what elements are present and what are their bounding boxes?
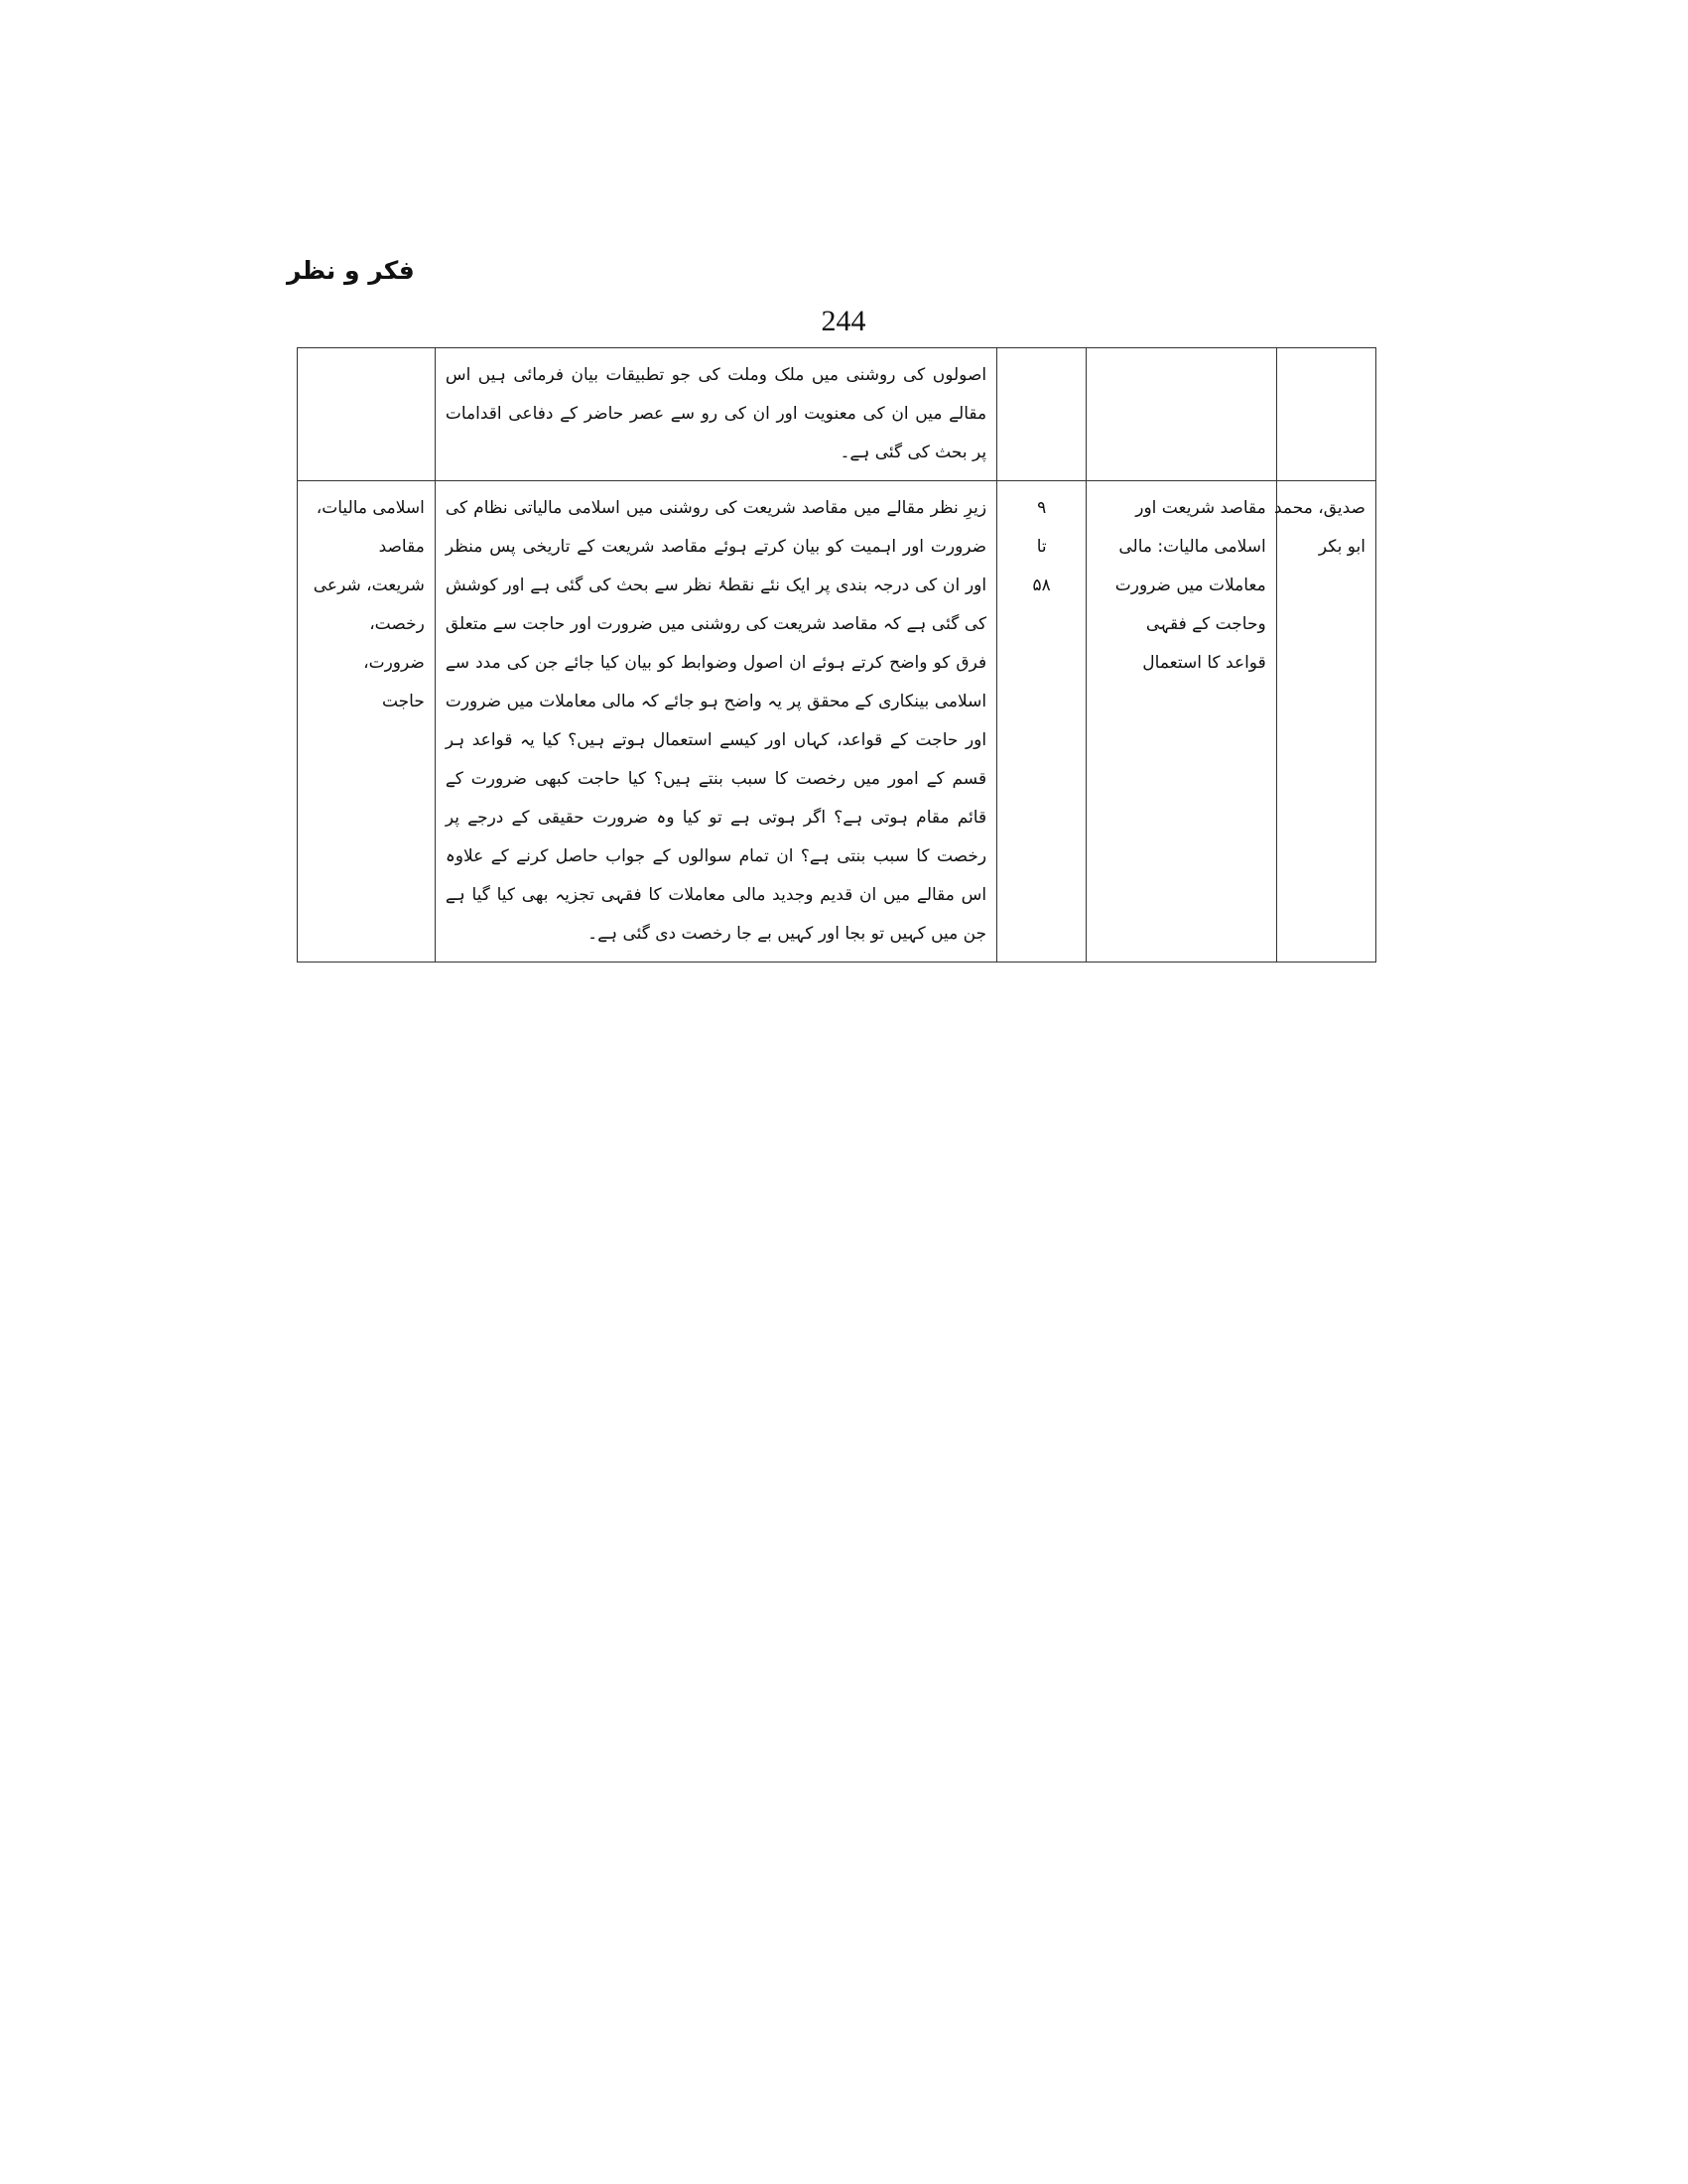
keywords-line: حاجت <box>381 692 425 711</box>
title-line: اسلامی مالیات: مالی <box>1118 537 1266 557</box>
pages-cell <box>997 348 1087 481</box>
page-number: 244 <box>821 305 866 337</box>
keywords-line: مقاصد <box>378 537 425 557</box>
keywords-cell <box>298 348 436 481</box>
pages-cell <box>997 481 1087 963</box>
author-line: ابو بکر <box>1318 537 1365 557</box>
title-cell <box>1087 348 1276 481</box>
table-row <box>298 481 1376 963</box>
author-cell <box>1276 481 1375 963</box>
abstract-cell <box>435 481 996 963</box>
pages-line: ۹ <box>1037 498 1047 518</box>
author-cell <box>1276 348 1375 481</box>
author-line: صدیق، محمد <box>1274 498 1365 518</box>
keywords-cell <box>298 481 436 963</box>
keywords-line: رخصت، <box>369 614 425 634</box>
title-line: قواعد کا استعمال <box>1142 653 1266 673</box>
title-cell <box>1087 481 1276 963</box>
title-line: وحاجت کے فقہی <box>1145 614 1266 634</box>
journal-title: فکر و نظر <box>287 256 415 285</box>
table-row <box>298 348 1376 481</box>
article-table <box>297 347 1376 963</box>
pages-line: تا <box>1036 537 1047 557</box>
abstract-text: زیرِ نظر مقالے میں مقاصد شریعت کی روشنی میں اسلامی مالیاتی نظام کی ضرورت اور اہمیت کو بیان کرتے ہوئے مقاصد شریعت کے تاریخی پس منظر اور ان کی درجہ بندی پر ایک نئے نقطۂ نظر سے بحث کی گئی ہے اور کوشش کی گئی ہے کہ مقاصد شریعت کی روشنی میں ضرورت اور حاجت سے متعلق فرق کو واضح کرتے ہوئے ان اصول وضوابط کو بیان کیا جائے جن کی مدد سے اسلامی بینکاری کے محقق پر یہ واضح ہو جائے کہ مالی معاملات میں ضرورت اور حاجت کے قواعد، کہاں اور کیسے استعمال ہوتے ہیں؟ کیا یہ قواعد ہر قسم کے امور میں رخصت کا سبب بنتے ہیں؟ کیا حاجت کبھی ضرورت کے قائم مقام ہوتی ہے؟ اگر ہوتی ہے تو کیا وہ ضرورت حقیقی کے درجے پر رخصت کا سبب بنتی ہے؟ ان تمام سوالوں کے جواب حاصل کرنے کے علاوہ اس مقالے میں ان قدیم وجدید مالی معاملات کا فقہی تجزیہ بھی کیا گیا ہے جن میں کہیں تو بجا اور کہیں بے جا رخصت دی گئی ہے۔ <box>445 498 987 944</box>
title-line: مقاصد شریعت اور <box>1135 498 1266 518</box>
keywords-line: اسلامی مالیات، <box>316 498 425 518</box>
title-line: معاملات میں ضرورت <box>1114 576 1266 595</box>
table-body <box>298 348 1376 963</box>
abstract-cell <box>435 348 996 481</box>
abstract-text: اصولوں کی روشنی میں ملک وملت کی جو تطبیقات بیان فرمائی ہیں اس مقالے میں ان کی معنویت اور ان کی رو سے عصر حاضر کے دفاعی اقدامات پر بحث کی گئی ہے۔ <box>445 365 987 462</box>
pages-line: ۵۸ <box>1032 576 1051 595</box>
keywords-line: ضرورت، <box>363 653 425 673</box>
keywords-line: شریعت، شرعی <box>313 576 425 595</box>
